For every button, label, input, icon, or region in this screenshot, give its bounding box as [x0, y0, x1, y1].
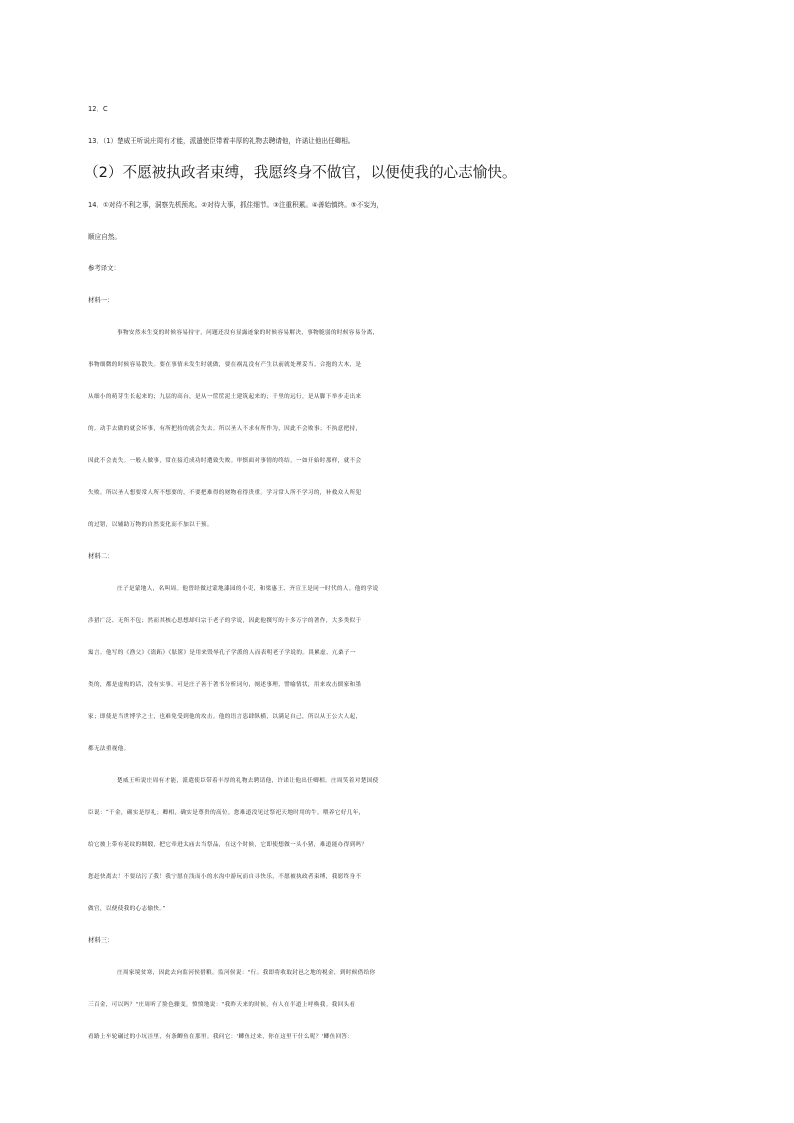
material-1-title: 材料一： — [88, 296, 114, 304]
material-2-p1-line: 类的，都是虚构的话，没有实事。可是庄子善于著书分析词句，阐述事理，譬喻情状，用来攻击儒家和墨 — [88, 682, 362, 688]
material-1-line: 的。动手去做的就会坏事，有所把持的就会失去。所以圣人不求有所作为，因此不会败事；不执意把持， — [88, 426, 362, 432]
material-2-p1-line: 都无法重视他。 — [88, 746, 130, 752]
material-3-line: 三百金，可以吗？"庄周听了脸色骤变，愤愤地说："我昨天来的时候，有人在半道上呼唤我。我回头看 — [88, 1002, 356, 1008]
answer-12: 12．C — [88, 105, 108, 113]
material-2-title: 材料二： — [88, 552, 114, 560]
answer-13-1: 13．（1）楚威王听说庄周有才能，派遣使臣带着丰厚的礼物去聘请他，许诺让他出任卿相。 — [88, 137, 355, 145]
material-2-p2-line: 臣说：“千金，确实是厚礼；卿相，确实是尊贵的高位。您难道没见过祭祀天地时用的牛，喂养它好几年， — [88, 810, 365, 816]
translation-heading: 参考译文： — [88, 264, 120, 272]
material-2-p2-line: 做官，以便使我的心志愉快。” — [88, 906, 166, 912]
material-3-title: 材料三： — [88, 936, 114, 944]
material-2-p1-line: 涉猎广泛、无所不包；然而其核心思想却归宗于老子的学说，因此他撰写的十多万字的著作，大多类似于 — [88, 618, 362, 624]
material-1-line: 事物安然未生变的时候容易持守，问题还没有显露迹象的时候容易解决，事物脆弱的时候容易分离， — [117, 330, 379, 336]
material-2-p1-line: 庄子是蒙地人，名叫周。他曾经做过蒙地漆园的小吏，和梁惠王、齐宣王是同一时代的人。他的学说 — [117, 586, 379, 592]
material-1-line: 的过错，以辅助万物的自然变化而不加以干预。 — [88, 522, 213, 528]
answer-13-2: （2）不愿被执政者束缚，我愿终身不做官，以便使我的心志愉快。 — [84, 164, 517, 181]
material-1-line: 从细小的萌芽生长起来的；九层的高台，是从一筐筐泥土建筑起来的；千里的远行，是从脚下举步走出来 — [88, 394, 362, 400]
material-2-p2-line: 给它披上带有花纹的绸缎，把它牵进太庙去当祭品，在这个时候，它即使想做一头小猪，难道能办得到吗？ — [88, 842, 368, 848]
material-1-line: 因此不会丧失。一般人做事，常在接近成功时遭致失败。审慎面对事情的终结，一如开始时那样，就不会 — [88, 458, 362, 464]
material-2-p1-line: 家；即使是当世博学之士，也难免受到他的攻击。他的语言恣肆纵横，以满足自己，所以从王公大人起， — [88, 714, 362, 720]
material-2-p2-line: 您赶快离去！不要玷污了我！我宁愿在浅而小的水沟中游玩而自寻快乐，不愿被执政者束缚，我愿终身不 — [88, 874, 362, 880]
material-3-line: 庄周家境贫寒，因此去向监河侯借粮。监河侯说："行。我即将收取封邑之地的税金，到时候借给你 — [117, 970, 376, 976]
material-3-line: 看路上车轮碾过的小坑洼里，有条鲫鱼在那里。我问它：'鲫鱼过来，你在这里干什么呢？'鲫鱼回答： — [88, 1034, 354, 1040]
answer-14-line-2: 顺应自然。 — [88, 233, 121, 241]
material-2-p1-line: 寓言。他写的《渔父》《盗跖》《胠箧》是用来毁辱孔子学派的人而表明老子学说的。畏累虚、亢桑子一 — [88, 650, 356, 656]
material-1-line: 失败。所以圣人想要常人所不想要的，不要把难得的财物看得贵重。学习常人所不学习的，补救众人所犯 — [88, 490, 362, 496]
material-2-p2-line: 楚威王听说庄周有才能，派遣使臣带着丰厚的礼物去聘请他，许诺让他出任卿相。庄周笑着对楚国使 — [117, 778, 379, 784]
material-1-line: 事物细微的时候容易散失。要在事情未发生时就做，要在祸乱没有产生以前就处理妥当。合抱的大木，是 — [88, 362, 362, 368]
answer-14-line-1: 14．①对待不利之事，洞察先机预兆。②对待大事，抓住细节。③注重积累。④善始慎终。⑤不妄为， — [88, 201, 384, 209]
